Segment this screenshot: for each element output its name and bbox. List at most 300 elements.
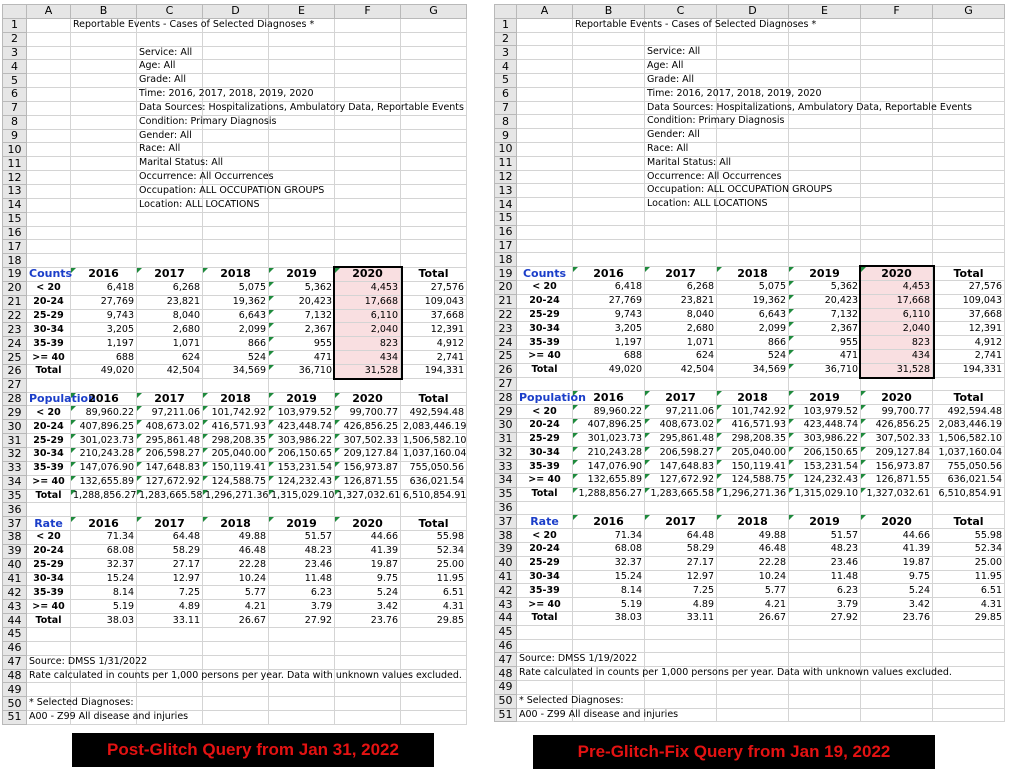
row-header-48[interactable]: 48 bbox=[495, 667, 517, 681]
row-label[interactable]: 35-39 bbox=[517, 584, 573, 598]
value-cell[interactable]: 303,986.22 bbox=[269, 434, 335, 448]
value-cell[interactable]: 206,598.27 bbox=[645, 446, 717, 460]
value-cell[interactable]: 38.03 bbox=[71, 614, 137, 628]
row-header-32[interactable]: 32 bbox=[495, 446, 517, 460]
value-cell[interactable]: 27,576 bbox=[401, 281, 467, 295]
year-header[interactable]: 2017 bbox=[645, 391, 717, 405]
value-cell[interactable]: 1,037,160.04 bbox=[401, 448, 467, 462]
row-header-10[interactable]: 10 bbox=[495, 142, 517, 156]
value-cell[interactable]: 46.48 bbox=[203, 544, 269, 558]
empty-cell[interactable] bbox=[933, 694, 1005, 708]
row-header-3[interactable]: 3 bbox=[3, 46, 27, 60]
row-header-38[interactable]: 38 bbox=[3, 531, 27, 545]
value-cell[interactable]: 1,071 bbox=[137, 337, 203, 351]
empty-cell[interactable] bbox=[861, 87, 933, 101]
query-parameter-cell[interactable] bbox=[137, 157, 224, 171]
value-cell[interactable]: 1,296,271.36 bbox=[717, 487, 789, 501]
empty-cell[interactable] bbox=[27, 74, 71, 88]
empty-cell[interactable] bbox=[517, 46, 573, 60]
empty-cell[interactable] bbox=[573, 681, 645, 695]
value-cell[interactable]: 5,362 bbox=[789, 280, 861, 294]
empty-cell[interactable] bbox=[789, 129, 861, 143]
row-header-31[interactable]: 31 bbox=[3, 434, 27, 448]
row-header-10[interactable]: 10 bbox=[3, 143, 27, 157]
value-cell[interactable]: 6.23 bbox=[789, 584, 861, 598]
empty-cell[interactable] bbox=[933, 73, 1005, 87]
empty-cell[interactable] bbox=[203, 627, 269, 641]
row-header-6[interactable]: 6 bbox=[3, 88, 27, 102]
value-cell[interactable]: 132,655.89 bbox=[573, 474, 645, 488]
empty-cell[interactable] bbox=[517, 625, 573, 639]
empty-cell[interactable] bbox=[137, 378, 203, 392]
query-parameter-cell[interactable] bbox=[137, 198, 260, 212]
empty-cell[interactable] bbox=[789, 115, 861, 129]
value-cell[interactable]: 3.42 bbox=[335, 600, 401, 614]
report-title-cell[interactable] bbox=[71, 18, 315, 32]
value-cell[interactable]: 23,821 bbox=[645, 294, 717, 308]
value-cell[interactable]: 11.95 bbox=[933, 570, 1005, 584]
value-cell[interactable]: 636,021.54 bbox=[933, 474, 1005, 488]
empty-cell[interactable] bbox=[645, 225, 717, 239]
row-header-23[interactable]: 23 bbox=[495, 322, 517, 336]
empty-cell[interactable] bbox=[861, 625, 933, 639]
empty-cell[interactable] bbox=[861, 639, 933, 653]
empty-cell[interactable] bbox=[789, 225, 861, 239]
empty-cell[interactable] bbox=[71, 212, 137, 226]
value-cell[interactable]: 34,569 bbox=[717, 363, 789, 377]
year-header[interactable]: 2017 bbox=[137, 392, 203, 406]
value-cell[interactable]: 5.19 bbox=[71, 600, 137, 614]
value-cell[interactable]: 5.19 bbox=[573, 598, 645, 612]
empty-cell[interactable] bbox=[717, 60, 789, 74]
empty-cell[interactable] bbox=[71, 46, 137, 60]
empty-cell[interactable] bbox=[335, 74, 401, 88]
year-header[interactable]: 2016 bbox=[573, 267, 645, 281]
year-header[interactable]: 2018 bbox=[717, 267, 789, 281]
empty-cell[interactable] bbox=[71, 74, 137, 88]
empty-cell[interactable] bbox=[933, 156, 1005, 170]
source-note-cell[interactable] bbox=[27, 655, 148, 669]
empty-cell[interactable] bbox=[717, 32, 789, 46]
row-header-5[interactable]: 5 bbox=[3, 74, 27, 88]
empty-cell[interactable] bbox=[789, 639, 861, 653]
value-cell[interactable]: 58.29 bbox=[137, 544, 203, 558]
row-label[interactable]: 20-24 bbox=[27, 295, 71, 309]
row-header-27[interactable]: 27 bbox=[3, 378, 27, 392]
value-cell[interactable]: 2,367 bbox=[789, 322, 861, 336]
row-header-40[interactable]: 40 bbox=[3, 558, 27, 572]
empty-cell[interactable] bbox=[269, 254, 335, 268]
empty-cell[interactable] bbox=[933, 501, 1005, 515]
row-header-28[interactable]: 28 bbox=[495, 391, 517, 405]
value-cell[interactable]: 22.28 bbox=[717, 556, 789, 570]
value-cell[interactable]: 5,075 bbox=[203, 281, 269, 295]
value-cell[interactable]: 624 bbox=[645, 349, 717, 363]
empty-cell[interactable] bbox=[71, 240, 137, 254]
empty-cell[interactable] bbox=[401, 60, 467, 74]
empty-cell[interactable] bbox=[401, 32, 467, 46]
empty-cell[interactable] bbox=[27, 129, 71, 143]
value-cell[interactable]: 103,979.52 bbox=[269, 406, 335, 420]
value-cell[interactable]: 7,132 bbox=[269, 309, 335, 323]
value-cell[interactable]: 6,510,854.91 bbox=[401, 489, 467, 503]
year-header[interactable]: 2018 bbox=[717, 391, 789, 405]
year-header[interactable]: 2017 bbox=[645, 267, 717, 281]
column-header-d[interactable]: D bbox=[717, 5, 789, 19]
year-header[interactable]: 2016 bbox=[71, 268, 137, 282]
empty-cell[interactable] bbox=[573, 87, 645, 101]
value-cell[interactable]: 27,769 bbox=[71, 295, 137, 309]
empty-cell[interactable] bbox=[335, 32, 401, 46]
empty-cell[interactable] bbox=[137, 240, 203, 254]
value-cell[interactable]: 1,296,271.36 bbox=[203, 489, 269, 503]
empty-cell[interactable] bbox=[517, 239, 573, 253]
empty-cell[interactable] bbox=[27, 641, 71, 655]
empty-cell[interactable] bbox=[861, 32, 933, 46]
value-cell[interactable]: 27.92 bbox=[789, 612, 861, 626]
empty-cell[interactable] bbox=[645, 501, 717, 515]
empty-cell[interactable] bbox=[789, 377, 861, 391]
column-header-g[interactable]: G bbox=[401, 5, 467, 19]
value-cell[interactable]: 51.57 bbox=[789, 529, 861, 543]
value-cell[interactable]: 6,268 bbox=[137, 281, 203, 295]
row-header-16[interactable]: 16 bbox=[495, 225, 517, 239]
query-parameter-cell[interactable] bbox=[645, 184, 833, 198]
value-cell[interactable]: 153,231.54 bbox=[269, 461, 335, 475]
row-header-7[interactable]: 7 bbox=[3, 101, 27, 115]
year-header[interactable]: 2020 bbox=[861, 267, 933, 281]
empty-cell[interactable] bbox=[933, 239, 1005, 253]
year-header[interactable]: 2019 bbox=[789, 391, 861, 405]
rate-note-cell[interactable] bbox=[27, 669, 462, 683]
row-header-39[interactable]: 39 bbox=[3, 544, 27, 558]
year-header[interactable]: Total bbox=[401, 268, 467, 282]
empty-cell[interactable] bbox=[71, 627, 137, 641]
query-parameter-cell[interactable] bbox=[645, 198, 768, 212]
diagnosis-range-cell[interactable] bbox=[27, 711, 189, 725]
row-header-45[interactable]: 45 bbox=[3, 627, 27, 641]
empty-cell[interactable] bbox=[27, 88, 71, 102]
row-header-13[interactable]: 13 bbox=[3, 184, 27, 198]
value-cell[interactable]: 9,743 bbox=[71, 309, 137, 323]
empty-cell[interactable] bbox=[861, 170, 933, 184]
value-cell[interactable]: 23.46 bbox=[789, 556, 861, 570]
empty-cell[interactable] bbox=[401, 697, 467, 711]
empty-cell[interactable] bbox=[517, 156, 573, 170]
year-header[interactable]: 2017 bbox=[645, 515, 717, 529]
empty-cell[interactable] bbox=[517, 211, 573, 225]
empty-cell[interactable] bbox=[269, 129, 335, 143]
empty-cell[interactable] bbox=[573, 239, 645, 253]
value-cell[interactable]: 44.66 bbox=[861, 529, 933, 543]
value-cell[interactable]: 2,741 bbox=[401, 351, 467, 365]
value-cell[interactable]: 1,327,032.61 bbox=[335, 489, 401, 503]
empty-cell[interactable] bbox=[717, 625, 789, 639]
empty-cell[interactable] bbox=[645, 377, 717, 391]
value-cell[interactable]: 127,672.92 bbox=[137, 475, 203, 489]
value-cell[interactable]: 4.89 bbox=[645, 598, 717, 612]
query-parameter-cell[interactable] bbox=[645, 115, 785, 129]
value-cell[interactable]: 33.11 bbox=[137, 614, 203, 628]
value-cell[interactable]: 755,050.56 bbox=[933, 460, 1005, 474]
empty-cell[interactable] bbox=[269, 641, 335, 655]
empty-cell[interactable] bbox=[401, 254, 467, 268]
row-header-21[interactable]: 21 bbox=[495, 294, 517, 308]
empty-cell[interactable] bbox=[717, 253, 789, 267]
empty-cell[interactable] bbox=[517, 87, 573, 101]
row-header-26[interactable]: 26 bbox=[495, 363, 517, 377]
value-cell[interactable]: 4,912 bbox=[933, 336, 1005, 350]
empty-cell[interactable] bbox=[401, 129, 467, 143]
row-header-39[interactable]: 39 bbox=[495, 543, 517, 557]
section-label-population[interactable]: Population bbox=[517, 391, 573, 405]
empty-cell[interactable] bbox=[71, 88, 137, 102]
value-cell[interactable]: 25.00 bbox=[401, 558, 467, 572]
value-cell[interactable]: 4,453 bbox=[335, 281, 401, 295]
row-label[interactable]: 20-24 bbox=[27, 544, 71, 558]
empty-cell[interactable] bbox=[933, 377, 1005, 391]
empty-cell[interactable] bbox=[933, 170, 1005, 184]
empty-cell[interactable] bbox=[335, 378, 401, 392]
value-cell[interactable]: 19.87 bbox=[861, 556, 933, 570]
row-header-37[interactable]: 37 bbox=[3, 517, 27, 531]
query-parameter-cell[interactable] bbox=[137, 74, 203, 88]
empty-cell[interactable] bbox=[137, 212, 203, 226]
row-header-1[interactable]: 1 bbox=[3, 18, 27, 32]
empty-cell[interactable] bbox=[717, 239, 789, 253]
value-cell[interactable]: 2,083,446.19 bbox=[933, 418, 1005, 432]
column-header-b[interactable]: B bbox=[71, 5, 137, 19]
value-cell[interactable]: 8.14 bbox=[573, 584, 645, 598]
row-label[interactable]: Total bbox=[27, 614, 71, 628]
row-label[interactable]: 30-34 bbox=[517, 322, 573, 336]
empty-cell[interactable] bbox=[517, 73, 573, 87]
year-header[interactable]: 2020 bbox=[861, 515, 933, 529]
value-cell[interactable]: 4.89 bbox=[137, 600, 203, 614]
empty-cell[interactable] bbox=[573, 46, 645, 60]
value-cell[interactable]: 44.66 bbox=[335, 531, 401, 545]
value-cell[interactable]: 17,668 bbox=[861, 294, 933, 308]
query-parameter-cell[interactable] bbox=[137, 88, 314, 102]
year-header[interactable]: 2018 bbox=[203, 268, 269, 282]
value-cell[interactable]: 51.57 bbox=[269, 531, 335, 545]
value-cell[interactable]: 206,598.27 bbox=[137, 448, 203, 462]
empty-cell[interactable] bbox=[71, 171, 137, 185]
value-cell[interactable]: 3.79 bbox=[789, 598, 861, 612]
empty-cell[interactable] bbox=[717, 639, 789, 653]
empty-cell[interactable] bbox=[517, 225, 573, 239]
empty-cell[interactable] bbox=[573, 73, 645, 87]
row-label[interactable]: 30-34 bbox=[27, 323, 71, 337]
empty-cell[interactable] bbox=[717, 708, 789, 722]
empty-cell[interactable] bbox=[861, 501, 933, 515]
empty-cell[interactable] bbox=[71, 378, 137, 392]
row-header-18[interactable]: 18 bbox=[3, 254, 27, 268]
row-header-26[interactable]: 26 bbox=[3, 364, 27, 378]
row-label[interactable]: >= 40 bbox=[27, 600, 71, 614]
value-cell[interactable]: 1,283,665.58 bbox=[137, 489, 203, 503]
row-label[interactable]: >= 40 bbox=[517, 474, 573, 488]
value-cell[interactable]: 8.14 bbox=[71, 586, 137, 600]
empty-cell[interactable] bbox=[933, 32, 1005, 46]
row-label[interactable]: 35-39 bbox=[517, 460, 573, 474]
row-label[interactable]: 25-29 bbox=[517, 432, 573, 446]
empty-cell[interactable] bbox=[517, 681, 573, 695]
row-header-17[interactable]: 17 bbox=[495, 239, 517, 253]
value-cell[interactable]: 89,960.22 bbox=[71, 406, 137, 420]
empty-cell[interactable] bbox=[861, 115, 933, 129]
empty-cell[interactable] bbox=[71, 115, 137, 129]
value-cell[interactable]: 1,327,032.61 bbox=[861, 487, 933, 501]
year-header[interactable]: Total bbox=[401, 392, 467, 406]
value-cell[interactable]: 1,037,160.04 bbox=[933, 446, 1005, 460]
value-cell[interactable]: 206,150.65 bbox=[789, 446, 861, 460]
empty-cell[interactable] bbox=[401, 171, 467, 185]
row-header-43[interactable]: 43 bbox=[495, 598, 517, 612]
section-label-rate[interactable]: Rate bbox=[27, 517, 71, 531]
value-cell[interactable]: 1,506,582.10 bbox=[401, 434, 467, 448]
empty-cell[interactable] bbox=[335, 157, 401, 171]
empty-cell[interactable] bbox=[517, 501, 573, 515]
rate-note-cell[interactable] bbox=[517, 667, 952, 681]
section-label-counts[interactable]: Counts bbox=[27, 268, 71, 282]
empty-cell[interactable] bbox=[789, 156, 861, 170]
empty-cell[interactable] bbox=[269, 627, 335, 641]
empty-cell[interactable] bbox=[269, 697, 335, 711]
year-header[interactable]: Total bbox=[933, 515, 1005, 529]
row-label[interactable]: 25-29 bbox=[517, 308, 573, 322]
empty-cell[interactable] bbox=[335, 655, 401, 669]
value-cell[interactable]: 210,243.28 bbox=[573, 446, 645, 460]
row-label[interactable]: < 20 bbox=[517, 405, 573, 419]
value-cell[interactable]: 2,099 bbox=[717, 322, 789, 336]
empty-cell[interactable] bbox=[933, 87, 1005, 101]
empty-cell[interactable] bbox=[401, 157, 467, 171]
empty-cell[interactable] bbox=[71, 254, 137, 268]
row-label[interactable]: Total bbox=[517, 487, 573, 501]
empty-cell[interactable] bbox=[335, 198, 401, 212]
empty-cell[interactable] bbox=[269, 240, 335, 254]
value-cell[interactable]: 426,856.25 bbox=[861, 418, 933, 432]
year-header[interactable]: 2018 bbox=[203, 392, 269, 406]
empty-cell[interactable] bbox=[861, 184, 933, 198]
value-cell[interactable]: 307,502.33 bbox=[335, 434, 401, 448]
row-header-33[interactable]: 33 bbox=[495, 460, 517, 474]
empty-cell[interactable] bbox=[717, 681, 789, 695]
column-header-e[interactable]: E bbox=[789, 5, 861, 19]
value-cell[interactable]: 9.75 bbox=[335, 572, 401, 586]
select-all-corner[interactable] bbox=[495, 5, 517, 19]
value-cell[interactable]: 298,208.35 bbox=[203, 434, 269, 448]
empty-cell[interactable] bbox=[861, 211, 933, 225]
empty-cell[interactable] bbox=[27, 240, 71, 254]
year-header[interactable]: 2016 bbox=[573, 515, 645, 529]
row-label[interactable]: 25-29 bbox=[517, 556, 573, 570]
value-cell[interactable]: 823 bbox=[861, 336, 933, 350]
empty-cell[interactable] bbox=[933, 129, 1005, 143]
value-cell[interactable]: 38.03 bbox=[573, 612, 645, 626]
value-cell[interactable]: 156,973.87 bbox=[335, 461, 401, 475]
query-parameter-cell[interactable] bbox=[645, 46, 717, 60]
value-cell[interactable]: 2,741 bbox=[933, 349, 1005, 363]
empty-cell[interactable] bbox=[573, 129, 645, 143]
empty-cell[interactable] bbox=[861, 60, 933, 74]
row-header-1[interactable]: 1 bbox=[495, 18, 517, 32]
value-cell[interactable]: 423,448.74 bbox=[269, 420, 335, 434]
row-header-9[interactable]: 9 bbox=[495, 129, 517, 143]
year-header[interactable]: 2016 bbox=[573, 391, 645, 405]
empty-cell[interactable] bbox=[861, 129, 933, 143]
row-header-37[interactable]: 37 bbox=[495, 515, 517, 529]
column-header-a[interactable]: A bbox=[517, 5, 573, 19]
value-cell[interactable]: 41.39 bbox=[335, 544, 401, 558]
row-header-33[interactable]: 33 bbox=[3, 461, 27, 475]
value-cell[interactable]: 55.98 bbox=[401, 531, 467, 545]
row-label[interactable]: < 20 bbox=[27, 406, 71, 420]
query-parameter-cell[interactable] bbox=[137, 171, 274, 185]
empty-cell[interactable] bbox=[137, 226, 203, 240]
empty-cell[interactable] bbox=[717, 211, 789, 225]
query-parameter-cell[interactable] bbox=[645, 101, 972, 115]
empty-cell[interactable] bbox=[203, 683, 269, 697]
column-header-e[interactable]: E bbox=[269, 5, 335, 19]
row-header-24[interactable]: 24 bbox=[495, 336, 517, 350]
value-cell[interactable]: 31,528 bbox=[335, 364, 401, 378]
empty-cell[interactable] bbox=[335, 627, 401, 641]
empty-cell[interactable] bbox=[789, 73, 861, 87]
value-cell[interactable]: 11.48 bbox=[269, 572, 335, 586]
value-cell[interactable]: 41.39 bbox=[861, 543, 933, 557]
empty-cell[interactable] bbox=[269, 46, 335, 60]
value-cell[interactable]: 6,643 bbox=[203, 309, 269, 323]
value-cell[interactable]: 471 bbox=[269, 351, 335, 365]
value-cell[interactable]: 52.34 bbox=[933, 543, 1005, 557]
empty-cell[interactable] bbox=[717, 225, 789, 239]
value-cell[interactable]: 147,648.83 bbox=[137, 461, 203, 475]
row-header-21[interactable]: 21 bbox=[3, 295, 27, 309]
empty-cell[interactable] bbox=[573, 170, 645, 184]
value-cell[interactable]: 307,502.33 bbox=[861, 432, 933, 446]
value-cell[interactable]: 89,960.22 bbox=[573, 405, 645, 419]
empty-cell[interactable] bbox=[335, 212, 401, 226]
row-label[interactable]: < 20 bbox=[27, 281, 71, 295]
empty-cell[interactable] bbox=[517, 32, 573, 46]
empty-cell[interactable] bbox=[789, 253, 861, 267]
row-header-30[interactable]: 30 bbox=[3, 420, 27, 434]
value-cell[interactable]: 1,288,856.27 bbox=[573, 487, 645, 501]
row-header-44[interactable]: 44 bbox=[495, 612, 517, 626]
empty-cell[interactable] bbox=[203, 143, 269, 157]
value-cell[interactable]: 126,871.55 bbox=[861, 474, 933, 488]
row-label[interactable]: >= 40 bbox=[27, 351, 71, 365]
row-header-32[interactable]: 32 bbox=[3, 448, 27, 462]
row-header-34[interactable]: 34 bbox=[495, 474, 517, 488]
row-label[interactable]: 20-24 bbox=[517, 418, 573, 432]
query-parameter-cell[interactable] bbox=[137, 129, 203, 143]
value-cell[interactable]: 301,023.73 bbox=[573, 432, 645, 446]
row-header-46[interactable]: 46 bbox=[3, 641, 27, 655]
empty-cell[interactable] bbox=[203, 212, 269, 226]
value-cell[interactable]: 866 bbox=[717, 336, 789, 350]
empty-cell[interactable] bbox=[933, 184, 1005, 198]
value-cell[interactable]: 71.34 bbox=[71, 531, 137, 545]
empty-cell[interactable] bbox=[71, 129, 137, 143]
year-header[interactable]: 2017 bbox=[137, 517, 203, 531]
empty-cell[interactable] bbox=[27, 32, 71, 46]
empty-cell[interactable] bbox=[933, 681, 1005, 695]
value-cell[interactable]: 4.31 bbox=[933, 598, 1005, 612]
row-header-38[interactable]: 38 bbox=[495, 529, 517, 543]
